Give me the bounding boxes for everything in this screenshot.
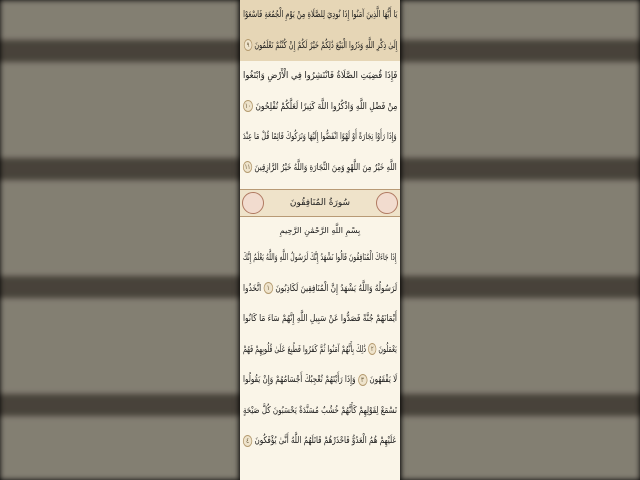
verse-line xyxy=(240,243,400,274)
line-content xyxy=(243,426,397,457)
ayah-number: ١١ xyxy=(244,163,251,171)
line-text: اتَّخَذُوا xyxy=(242,282,262,294)
line-text: اللَّهِ خَيْرٌ مِنَ اللَّهْوِ وَمِنَ التِّجَارَةِ وَاللَّهُ خَيْرُ الرَّازِقِينَ xyxy=(254,161,397,173)
blurred-background-right xyxy=(400,0,640,480)
verse-line xyxy=(240,122,400,153)
line-content xyxy=(243,31,397,62)
line-content xyxy=(243,396,397,427)
line-content xyxy=(243,365,397,396)
line-text: لَرَسُولُهُ وَاللَّهُ يَشْهَدُ إِنَّ الْمُنَافِقِينَ لَكَاذِبُونَ xyxy=(275,282,397,294)
line-text: أَيْمَانَهُمْ جُنَّةً فَصَدُّوا عَنْ سَبِيلِ اللَّهِ إِنَّهُمْ سَاءَ مَا كَانُوا xyxy=(243,313,397,324)
line-content xyxy=(243,304,397,335)
verse-line xyxy=(240,31,400,62)
surah-header xyxy=(240,189,400,217)
line-text: عَلَيْهِمْ هُمُ الْعَدُوُّ فَاحْذَرْهُمْ قَاتَلَهُمُ اللَّهُ أَنَّىٰ يُؤْفَكُونَ xyxy=(254,435,397,446)
line-text: تَسْمَعْ لِقَوْلِهِمْ كَأَنَّهُمْ خُشُبٌ مُسَنَّدَةٌ يَحْسَبُونَ كُلَّ صَيْحَةٍ xyxy=(243,404,397,416)
line-text: يَا أَيُّهَا الَّذِينَ آمَنُوا إِذَا نُودِيَ لِلصَّلَاةِ مِنْ يَوْمِ الْجُمُعَةِ فَاسْعَوْا xyxy=(242,9,397,20)
line-text: وَإِذَا رَأَوْا تِجَارَةً أَوْ لَهْوًا انْفَضُّوا إِلَيْهَا وَتَرَكُوكَ قَائِمًا قُلْ مَا عِنْدَ xyxy=(243,131,397,142)
verse-line xyxy=(240,0,400,31)
verse-line xyxy=(240,304,400,335)
blurred-background-left xyxy=(0,0,240,480)
ayah-number: ٩ xyxy=(243,39,251,51)
quran-page xyxy=(240,0,400,480)
ornament-icon xyxy=(376,192,398,214)
ornament-icon xyxy=(242,192,264,214)
verse-line xyxy=(240,396,400,427)
line-content xyxy=(243,122,397,153)
line-text: إِذَا جَاءَكَ الْمُنَافِقُونَ قَالُوا نَشْهَدُ إِنَّكَ لَرَسُولُ اللَّهِ وَاللَّهُ يَعْلَمُ إِنَّكَ xyxy=(243,252,397,263)
verse-line xyxy=(240,153,400,184)
ayah-number: ١ xyxy=(263,282,273,294)
ayah-number: ٤ xyxy=(243,435,252,447)
line-content xyxy=(243,0,397,31)
line-text: فَإِذَا قُضِيَتِ الصَّلَاةُ فَانْتَشِرُوا فِي الْأَرْضِ وَابْتَغُوا xyxy=(242,70,397,81)
ayah-number: ١٠ xyxy=(244,102,251,110)
verse-line xyxy=(240,426,400,457)
line-text: يَعْمَلُونَ xyxy=(378,343,397,355)
line-content xyxy=(243,243,397,274)
verse-line xyxy=(240,365,400,396)
line-text: إِلَىٰ ذِكْرِ اللَّهِ وَذَرُوا الْبَيْعَ ذَٰلِكُمْ خَيْرٌ لَكُمْ إِنْ كُنْتُمْ تَعْلَمُونَ xyxy=(253,39,397,51)
line-text: وَإِذَا رَأَيْتَهُمْ تُعْجِبُكَ أَجْسَامُهُمْ وَإِنْ يَقُولُوا xyxy=(242,374,356,385)
line-content xyxy=(243,153,397,184)
verse-line xyxy=(240,61,400,92)
line-content xyxy=(243,335,397,366)
line-text: ذَٰلِكَ بِأَنَّهُمْ آمَنُوا ثُمَّ كَفَرُوا فَطُبِعَ عَلَىٰ قُلُوبِهِمْ فَهُمْ xyxy=(243,343,367,355)
line-content xyxy=(243,61,397,92)
highlighted-verse xyxy=(240,0,400,61)
line-text: مِنْ فَضْلِ اللَّهِ وَاذْكُرُوا اللَّهَ كَثِيرًا لَعَلَّكُمْ تُفْلِحُونَ xyxy=(254,100,397,112)
ayah-number: ٣ xyxy=(358,374,367,386)
basmala: بِسْمِ اللَّهِ الرَّحْمَٰنِ الرَّحِيمِ xyxy=(279,226,361,235)
verse-line xyxy=(240,335,400,366)
verse-line xyxy=(240,274,400,305)
surah-title: سُورَةُ المُنَافِقُونَ xyxy=(289,198,351,208)
line-text: لَا يَفْقَهُونَ xyxy=(369,374,397,385)
line-content xyxy=(243,92,397,123)
ayah-number: ٢ xyxy=(368,343,376,355)
verse-line xyxy=(240,92,400,123)
line-content xyxy=(243,274,397,305)
